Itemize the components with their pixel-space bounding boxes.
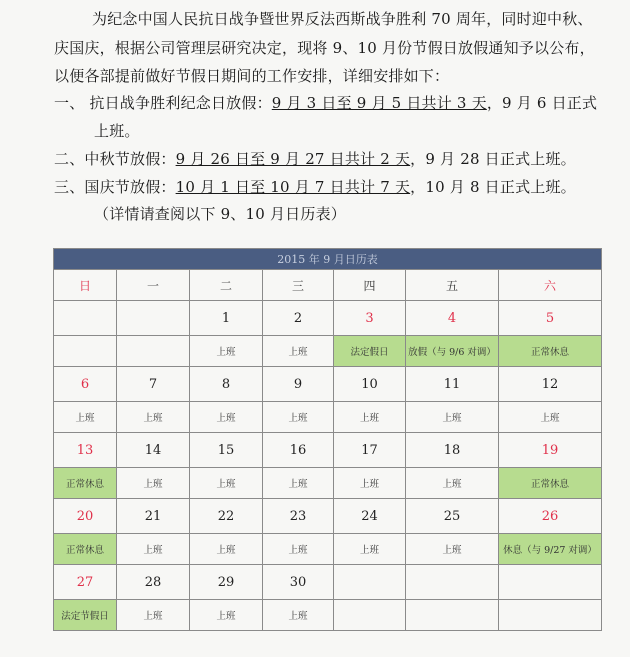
- date-cell: 22: [190, 499, 263, 534]
- notice-paragraph-line-2: 庆国庆，根据公司管理层研究决定，现将 9、10 月份节假日放假通知予以公布，: [54, 39, 595, 57]
- item-1-prefix: 一、 抗日战争胜利纪念日放假：: [54, 94, 272, 112]
- status-cell: 上班: [406, 402, 499, 433]
- status-cell-holiday: 法定节假日: [54, 600, 117, 631]
- date-cell: 10: [334, 367, 406, 402]
- weekday-sun: 日: [54, 270, 117, 301]
- weekday-fri: 五: [406, 270, 499, 301]
- item-2-suffix: ，9 月 28 日正式上班。: [410, 150, 576, 168]
- status-cell: 上班: [263, 402, 334, 433]
- status-cell: 上班: [334, 402, 406, 433]
- status-cell: 上班: [263, 336, 334, 367]
- date-cell: 24: [334, 499, 406, 534]
- notice-paragraph-line-1: 为纪念中国人民抗日战争暨世界反法西斯战争胜利 70 周年，同时迎中秋、: [92, 10, 593, 28]
- date-cell: 16: [263, 433, 334, 468]
- status-cell: 上班: [190, 402, 263, 433]
- item-1-dates: 9 月 3 日至 9 月 5 日共计 3 天: [271, 94, 487, 112]
- date-cell: 5: [499, 301, 602, 336]
- see-calendar-note: （详情请查阅以下 9、10 月日历表）: [94, 205, 346, 223]
- date-cell: 6: [54, 367, 117, 402]
- date-cell: 28: [117, 565, 190, 600]
- item-3-prefix: 三、国庆节放假：: [54, 178, 176, 196]
- date-cell: 29: [190, 565, 263, 600]
- date-cell: 11: [406, 367, 499, 402]
- status-cell: 上班: [117, 402, 190, 433]
- date-cell: 17: [334, 433, 406, 468]
- date-cell: 13: [54, 433, 117, 468]
- status-cell: 上班: [117, 534, 190, 565]
- status-cell: 上班: [54, 402, 117, 433]
- week-1-dates: [54, 301, 602, 336]
- date-cell: 30: [263, 565, 334, 600]
- september-calendar: [53, 248, 602, 631]
- date-cell: [117, 301, 190, 336]
- status-cell: 上班: [406, 468, 499, 499]
- weekday-wed: 三: [263, 270, 334, 301]
- week-2-status: [54, 402, 602, 433]
- status-cell: 上班: [334, 468, 406, 499]
- date-cell: 19: [499, 433, 602, 468]
- date-cell: 9: [263, 367, 334, 402]
- date-cell: 25: [406, 499, 499, 534]
- date-cell: 27: [54, 565, 117, 600]
- status-cell: 上班: [263, 534, 334, 565]
- date-cell: 4: [406, 301, 499, 336]
- date-cell: 23: [263, 499, 334, 534]
- item-2-prefix: 二、中秋节放假：: [54, 150, 176, 168]
- week-4-status: [54, 534, 602, 565]
- status-cell: 上班: [263, 600, 334, 631]
- calendar-title: 2015 年 9 月日历表: [54, 249, 602, 270]
- status-cell: 上班: [263, 468, 334, 499]
- status-cell-holiday: 放假（与 9/6 对调）: [406, 336, 499, 367]
- week-1-status: [54, 336, 602, 367]
- week-5-dates: [54, 565, 602, 600]
- week-4-dates: [54, 499, 602, 534]
- status-cell: 上班: [334, 534, 406, 565]
- date-cell: 7: [117, 367, 190, 402]
- date-cell: 15: [190, 433, 263, 468]
- notice-item-3: [54, 177, 576, 197]
- status-cell-holiday: 正常休息: [499, 468, 602, 499]
- weekday-tue: 二: [190, 270, 263, 301]
- date-cell: 14: [117, 433, 190, 468]
- date-cell: 3: [334, 301, 406, 336]
- date-cell: [54, 301, 117, 336]
- status-cell: [117, 336, 190, 367]
- status-cell: [406, 600, 499, 631]
- status-cell: 上班: [190, 534, 263, 565]
- date-cell: 26: [499, 499, 602, 534]
- status-cell: [54, 336, 117, 367]
- notice-item-2: [54, 149, 576, 169]
- item-1-suffix: ，9 月 6 日正式: [486, 94, 598, 112]
- week-5-status: [54, 600, 602, 631]
- status-cell: 上班: [190, 336, 263, 367]
- date-cell: 2: [263, 301, 334, 336]
- notice-item-1-continued: 上班。: [94, 122, 140, 140]
- status-cell-holiday: 正常休息: [499, 336, 602, 367]
- status-cell: 上班: [190, 600, 263, 631]
- status-cell: [334, 600, 406, 631]
- week-3-status: [54, 468, 602, 499]
- status-cell-holiday: 正常休息: [54, 468, 117, 499]
- date-cell: 21: [117, 499, 190, 534]
- status-cell: [499, 600, 602, 631]
- status-cell-holiday: 法定假日: [334, 336, 406, 367]
- date-cell: [499, 565, 602, 600]
- week-2-dates: [54, 367, 602, 402]
- notice-paragraph-line-3: 以便各部提前做好节假日期间的工作安排，详细安排如下：: [54, 67, 450, 85]
- week-3-dates: [54, 433, 602, 468]
- weekday-mon: 一: [117, 270, 190, 301]
- date-cell: 1: [190, 301, 263, 336]
- notice-item-1: [54, 93, 597, 113]
- status-cell-holiday: 正常休息: [54, 534, 117, 565]
- status-cell: 上班: [406, 534, 499, 565]
- date-cell: 12: [499, 367, 602, 402]
- date-cell: [406, 565, 499, 600]
- status-cell: 上班: [117, 468, 190, 499]
- status-cell: 上班: [190, 468, 263, 499]
- weekday-sat: 六: [499, 270, 602, 301]
- weekday-header-row: [54, 270, 602, 301]
- item-2-dates: 9 月 26 日至 9 月 27 日共计 2 天: [175, 150, 411, 168]
- status-cell-holiday: 休息（与 9/27 对调）: [499, 534, 602, 565]
- status-cell: 上班: [499, 402, 602, 433]
- item-3-dates: 10 月 1 日至 10 月 7 日共计 7 天: [175, 178, 411, 196]
- item-3-suffix: ，10 月 8 日正式上班。: [410, 178, 576, 196]
- date-cell: 20: [54, 499, 117, 534]
- status-cell: 上班: [117, 600, 190, 631]
- date-cell: 18: [406, 433, 499, 468]
- date-cell: [334, 565, 406, 600]
- weekday-thu: 四: [334, 270, 406, 301]
- date-cell: 8: [190, 367, 263, 402]
